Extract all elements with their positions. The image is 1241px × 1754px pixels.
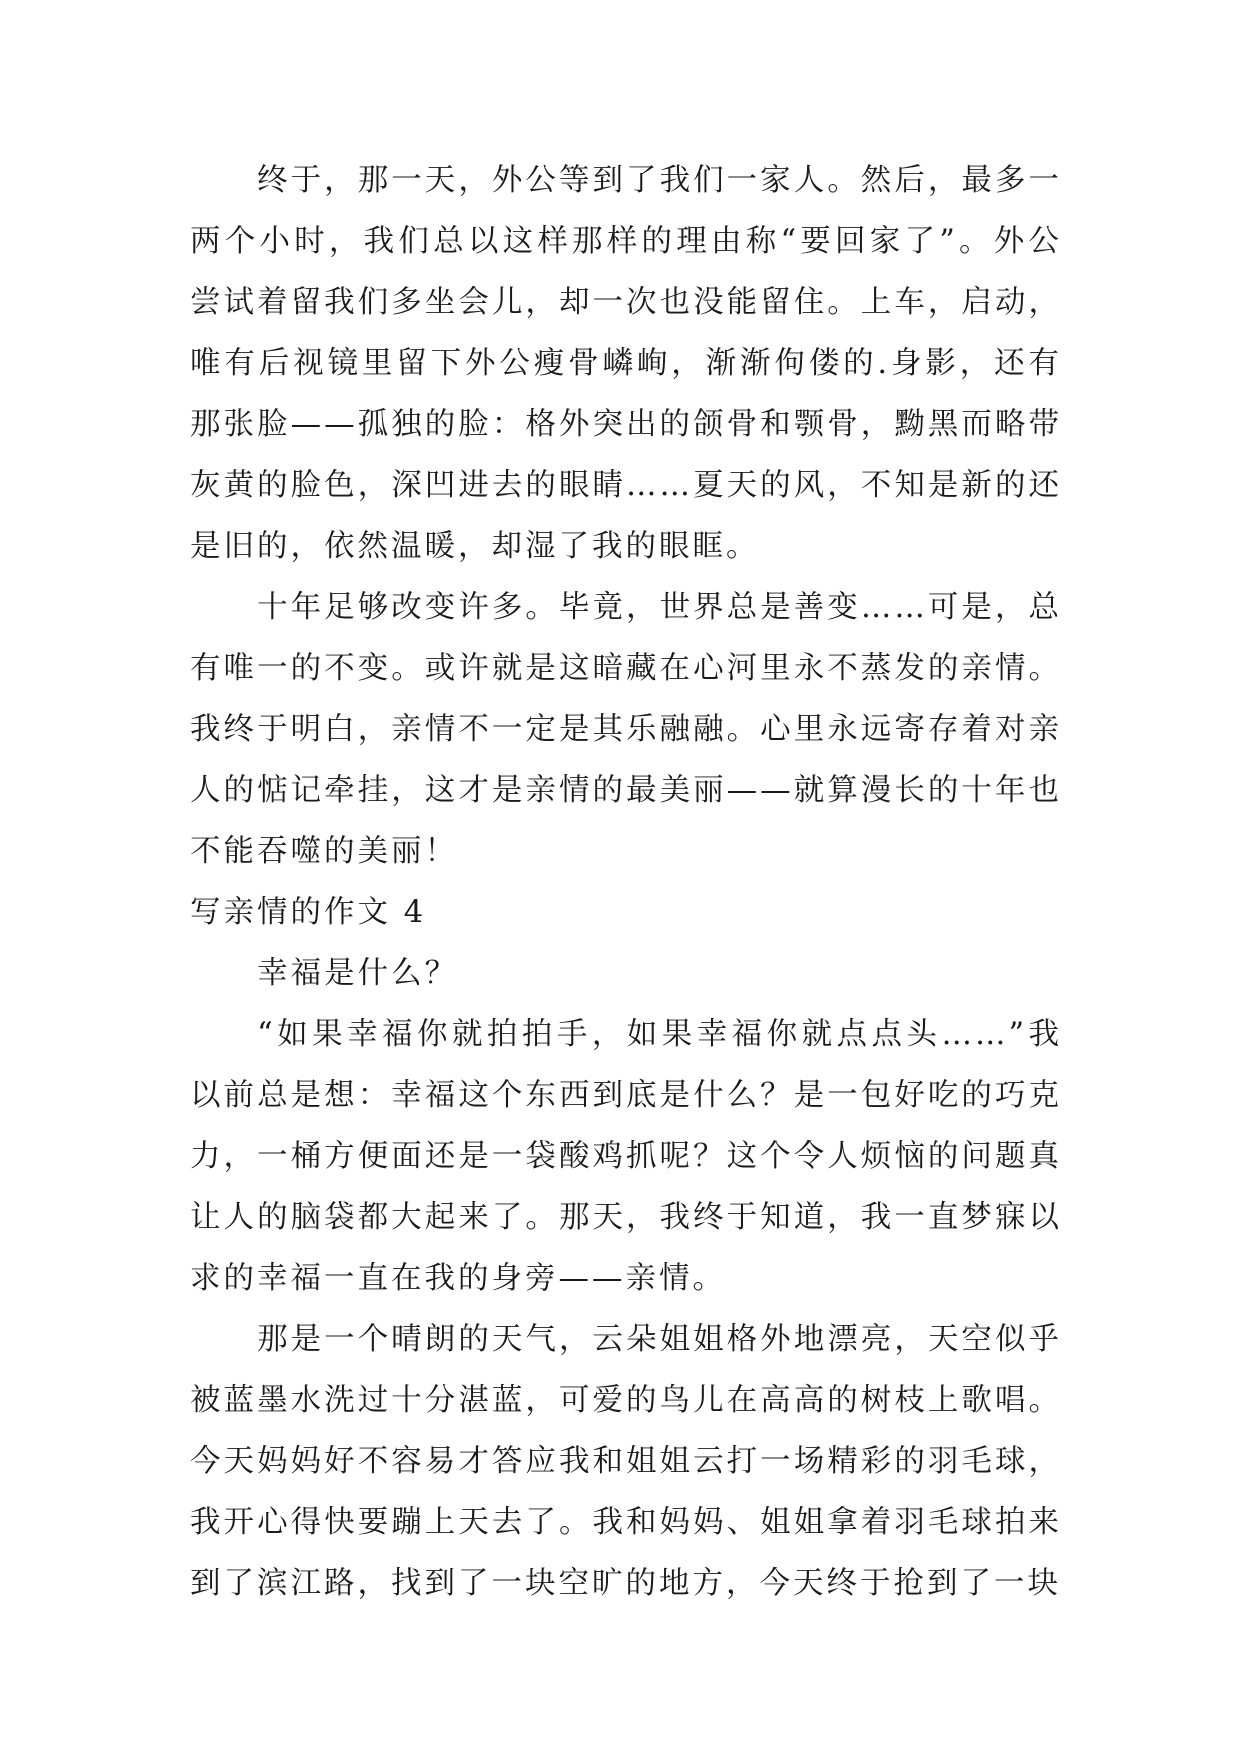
paragraph: 十年足够改变许多。毕竟，世界总是善变……可是，总有唯一的不变。或许就是这暗藏在心河里永不蒸发的亲情。我终于明白，亲情不一定是其乐融融。心里永远寄存着对亲人的惦记牵挂，这才是亲情的最美丽——就算漫长的十年也不能吞噬的美丽！ — [190, 590, 1062, 869]
paragraph: 那是一个晴朗的天气，云朵姐姐格外地漂亮，天空似乎被蓝墨水洗过十分湛蓝，可爱的鸟儿在高高的树枝上歌唱。今天妈妈好不容易才答应我和姐姐云打一场精彩的羽毛球，我开心得快要蹦上天去了。我和妈妈、姐姐拿着羽毛球拍来到了滨江路，找到了一块空旷的地方，今天终于抢到了一块 — [190, 1322, 1062, 1601]
document-page — [190, 150, 1062, 1614]
section-heading: 写亲情的作文 4 — [190, 895, 427, 930]
paragraph: 幸福是什么？ — [257, 956, 459, 991]
paragraph: 终于，那一天，外公等到了我们一家人。然后，最多一两个小时，我们总以这样那样的理由称“要回家了”。外公尝试着留我们多坐会儿，却一次也没能留住。上车，启动，唯有后视镜里留下外公瘦骨嶙峋，渐渐佝偻的.身影，还有那张脸——孤独的脸：格外突出的颌骨和颚骨，黝黑而略带灰黄的脸色，深凹进去的眼睛……夏天的风，不知是新的还是旧的，依然温暖，却湿了我的眼眶。 — [190, 163, 1062, 564]
paragraph: “如果幸福你就拍拍手，如果幸福你就点点头……”我以前总是想：幸福这个东西到底是什么？是一包好吃的巧克力，一桶方便面还是一袋酸鸡抓呢？这个令人烦恼的问题真让人的脑袋都大起来了。那天，我终于知道，我一直梦寐以求的幸福一直在我的身旁——亲情。 — [190, 1017, 1062, 1296]
